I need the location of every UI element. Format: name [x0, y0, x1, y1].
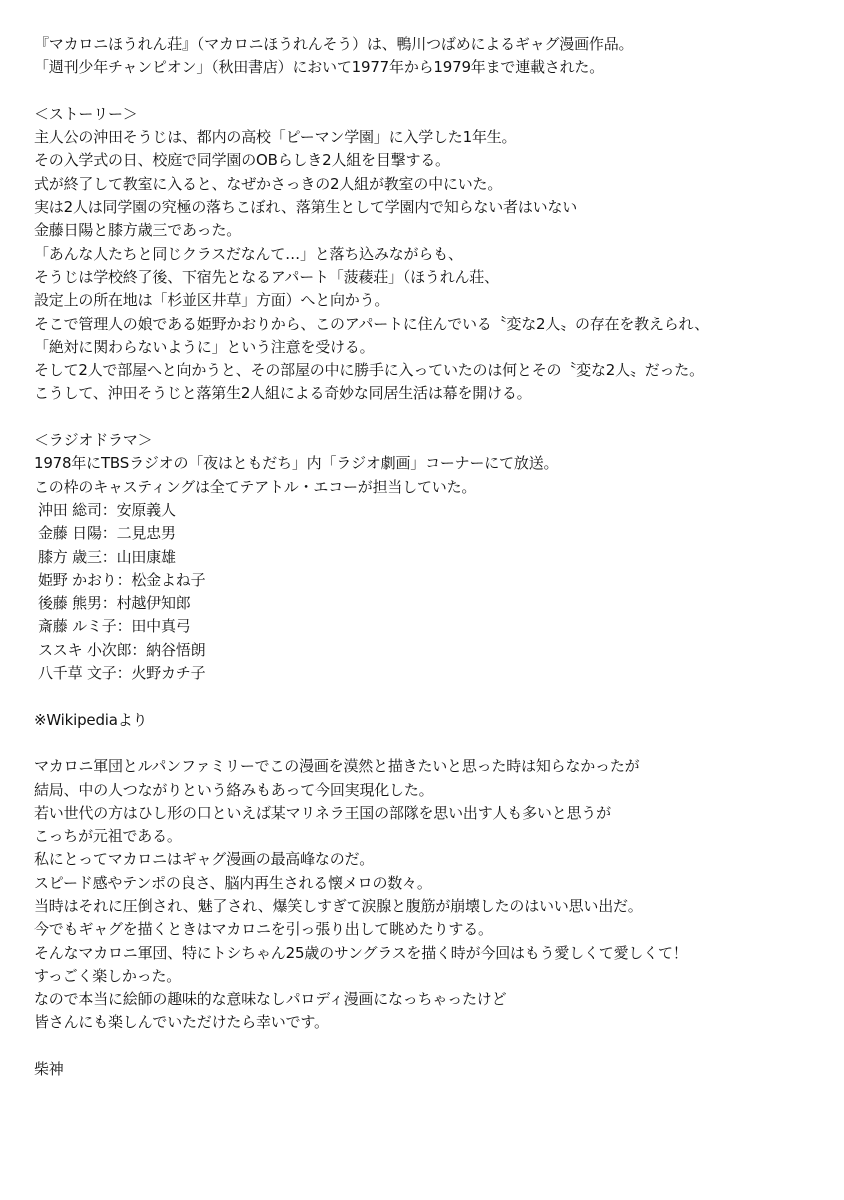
- comment-line: スピード感やテンポの良さ、脳内再生される懐メロの数々。: [34, 873, 432, 892]
- cast-entry: 金藤 日陽：二見忠男: [38, 524, 176, 543]
- cast-entry: 斎藤 ルミ子：田中真弓: [38, 617, 191, 636]
- cast-entry: 膝方 歳三：山田康雄: [38, 547, 176, 566]
- spacer: [34, 406, 834, 429]
- comment-line: 私にとってマカロニはギャグ漫画の最高峰なのだ。: [34, 850, 375, 869]
- cast-entry: 沖田 総司：安原義人: [38, 500, 176, 519]
- comment-line: マカロニ軍団とルパンファミリーでこの漫画を漠然と描きたいと思った時は知らなかったが: [34, 757, 640, 776]
- spacer: [34, 732, 834, 755]
- intro-line: 「週刊少年チャンピオン」（秋田書店）において1977年から1979年まで連載された。: [34, 58, 605, 77]
- comment-line: なので本当に絵師の趣味的な意味なしパロディ漫画になっちゃったけど: [34, 990, 507, 1009]
- story-line: そして2人で部屋へと向かうと、その部屋の中に勝手に入っていたのは何とその〝変な2人〟だった。: [34, 361, 704, 380]
- story-line: 式が終了して教室に入ると、なぜかさっきの2人組が教室の中にいた。: [34, 174, 503, 193]
- comment-line: そんなマカロニ軍団、特にトシちゃん25歳のサングラスを描く時が今回はもう愛しくて愛しくて！: [34, 943, 688, 962]
- cast-entry: 姫野 かおり：松金よね子: [38, 570, 206, 589]
- author-comment-section: [34, 755, 834, 1035]
- story-line: そこで管理人の娘である姫野かおりから、このアパートに住んでいる〝変な2人〟の存在を教えられ、: [34, 314, 710, 333]
- spacer: [34, 1035, 834, 1058]
- spacer: [34, 80, 834, 103]
- story-line: その入学式の日、校庭で同学園のOBらしき2人組を目撃する。: [34, 151, 450, 170]
- comment-line: すっごく楽しかった。: [34, 966, 182, 985]
- intro-section: [34, 33, 834, 80]
- story-line: 金藤日陽と膝方歳三であった。: [34, 221, 242, 240]
- story-heading: ＜ストーリー＞: [34, 104, 138, 123]
- comment-line: 若い世代の方はひし形の口といえば某マリネラ王国の部隊を思い出す人も多いと思うが: [34, 803, 611, 822]
- intro-line: 『マカロニほうれん荘』（マカロニほうれんそう）は、鴨川つばめによるギャグ漫画作品。: [34, 35, 634, 53]
- spacer: [34, 685, 834, 708]
- comment-line: 今でもギャグを描くときはマカロニを引っ張り出して眺めたりする。: [34, 920, 493, 939]
- cast-entry: 後藤 熊男：村越伊知郎: [38, 594, 191, 613]
- source-note: ※Wikipediaより: [34, 710, 148, 729]
- document-page: [34, 33, 834, 1081]
- radio-section: [34, 429, 834, 685]
- comment-line: こっちが元祖である。: [34, 827, 182, 846]
- radio-heading: ＜ラジオドラマ＞: [34, 431, 153, 450]
- story-line: 「絶対に関わらないように」という注意を受ける。: [34, 337, 375, 356]
- radio-line: この枠のキャスティングは全てテアトル・エコーが担当していた。: [34, 477, 477, 496]
- story-line: 実は2人は同学園の究極の落ちこぼれ、落第生として学園内で知らない者はいない: [34, 198, 578, 217]
- story-line: 「あんな人たちと同じクラスだなんて…」と落ち込みながらも、: [34, 244, 463, 263]
- story-line: 主人公の沖田そうじは、都内の高校「ピーマン学園」に入学した1年生。: [34, 128, 517, 147]
- story-line: 設定上の所在地は「杉並区井草」方面）へと向かう。: [34, 291, 390, 310]
- author-signature: 柴神: [34, 1060, 64, 1079]
- comment-line: 皆さんにも楽しんでいただけたら幸いです。: [34, 1013, 329, 1032]
- cast-entry: 八千草 文子：火野カチ子: [38, 664, 206, 683]
- cast-entry: ススキ 小次郎：納谷悟朗: [38, 640, 206, 659]
- comment-line: 当時はそれに圧倒され、魅了され、爆笑しすぎて涙腺と腹筋が崩壊したのはいい思い出だ。: [34, 896, 643, 915]
- story-line: こうして、沖田そうじと落第生2人組による奇妙な同居生活は幕を開ける。: [34, 384, 532, 403]
- comment-line: 結局、中の人つながりという絡みもあって今回実現化した。: [34, 780, 434, 799]
- story-line: そうじは学校終了後、下宿先となるアパート「菠薐荘」（ほうれん荘、: [34, 267, 499, 286]
- story-section: [34, 103, 834, 406]
- radio-line: 1978年にTBSラジオの「夜はともだち」内「ラジオ劇画」コーナーにて放送。: [34, 454, 559, 473]
